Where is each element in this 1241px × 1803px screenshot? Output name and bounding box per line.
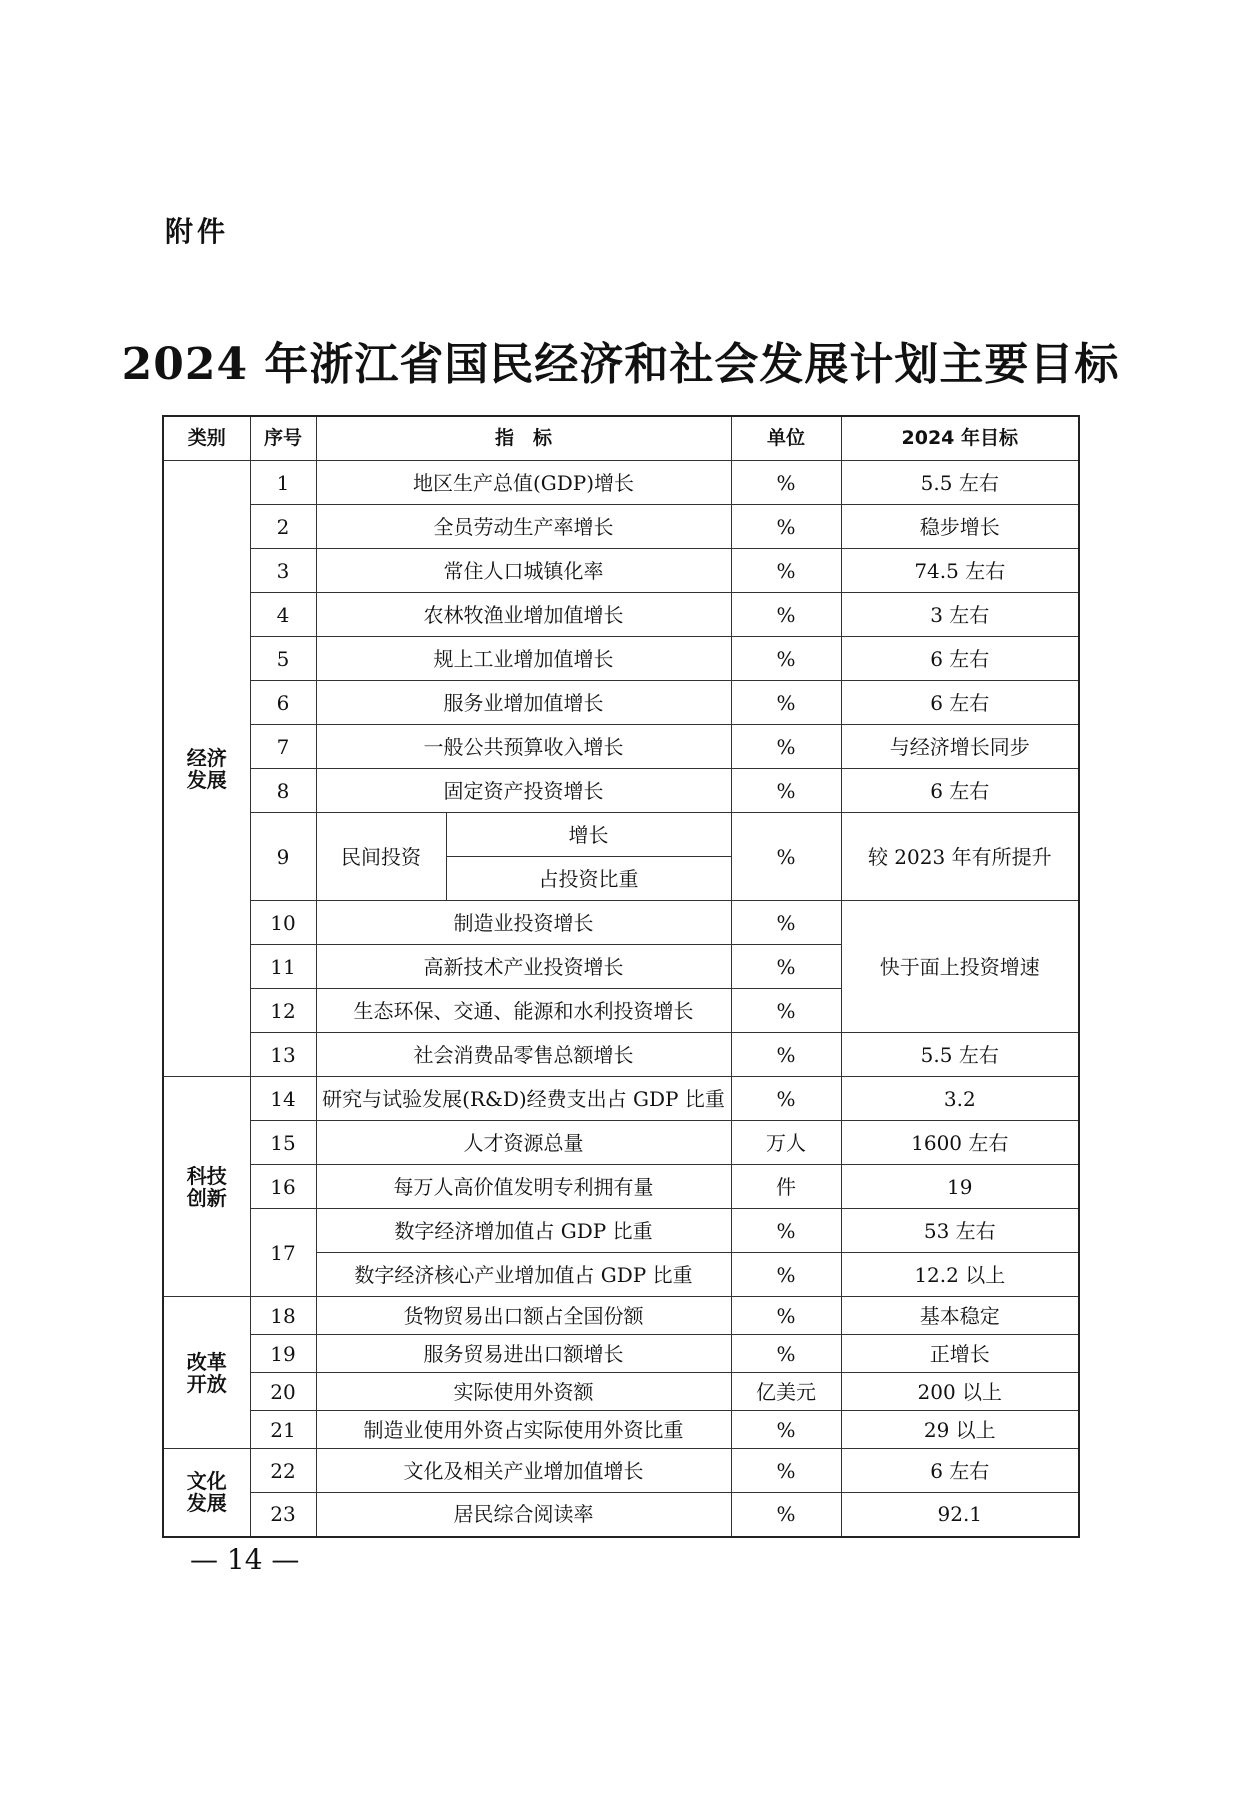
row-unit: 件 [731,1165,841,1209]
row-target: 6 左右 [841,637,1079,681]
table-row [163,1493,1079,1537]
table-row [163,1121,1079,1165]
row-indicator: 常住人口城镇化率 [316,549,731,593]
table-row [163,1411,1079,1449]
row-no: 15 [250,1121,316,1165]
row-indicator: 货物贸易出口额占全国份额 [316,1297,731,1335]
table-row [163,681,1079,725]
row-indicator: 服务贸易进出口额增长 [316,1335,731,1373]
row-target: 1600 左右 [841,1121,1079,1165]
row-indicator: 制造业投资增长 [316,901,731,945]
row-unit: 万人 [731,1121,841,1165]
attachment-label: 附件 [165,215,230,248]
row-indicator: 文化及相关产业增加值增长 [316,1449,731,1493]
row-target: 5.5 左右 [841,461,1079,505]
row-unit: % [731,725,841,769]
table-row [163,1165,1079,1209]
category-culture: 文化发展 [163,1449,250,1537]
table-row [163,1077,1079,1121]
row-unit: % [731,505,841,549]
row-unit: % [731,637,841,681]
row-indicator: 实际使用外资额 [316,1373,731,1411]
row-no: 20 [250,1373,316,1411]
category-reform: 改革开放 [163,1297,250,1449]
table-row [163,1449,1079,1493]
row-target: 29 以上 [841,1411,1079,1449]
row-unit: % [731,1033,841,1077]
row-no: 21 [250,1411,316,1449]
table-row [163,549,1079,593]
row-no: 5 [250,637,316,681]
row-target: 3 左右 [841,593,1079,637]
row-target: 12.2 以上 [841,1253,1079,1297]
row-unit: 亿美元 [731,1373,841,1411]
row-no: 14 [250,1077,316,1121]
row-no: 17 [250,1209,316,1297]
row-target: 稳步增长 [841,505,1079,549]
row-unit: % [731,769,841,813]
header-unit: 单位 [731,416,841,461]
category-economy: 经济发展 [163,461,250,1077]
row-indicator: 人才资源总量 [316,1121,731,1165]
table-row [163,1209,1079,1253]
row-no: 3 [250,549,316,593]
row-unit: % [731,813,841,901]
row-unit: % [731,989,841,1033]
row-target: 快于面上投资增速 [841,901,1079,1033]
row-unit: % [731,1209,841,1253]
row-unit: % [731,945,841,989]
table-row [163,461,1079,505]
row-unit: % [731,549,841,593]
row-unit: % [731,1449,841,1493]
row-target: 53 左右 [841,1209,1079,1253]
row-no: 6 [250,681,316,725]
row-indicator: 民间投资 [316,813,446,901]
row-target: 与经济增长同步 [841,725,1079,769]
row-target: 6 左右 [841,1449,1079,1493]
row-target: 基本稳定 [841,1297,1079,1335]
header-target: 2024 年目标 [841,416,1079,461]
table-row [163,901,1079,945]
row-unit: % [731,1335,841,1373]
page-number: — 14 — [190,1543,300,1576]
header-no: 序号 [250,416,316,461]
row-no: 7 [250,725,316,769]
row-unit: % [731,1411,841,1449]
header-category: 类别 [163,416,250,461]
row-no: 2 [250,505,316,549]
row-indicator: 一般公共预算收入增长 [316,725,731,769]
table-row [163,1297,1079,1335]
row-indicator: 服务业增加值增长 [316,681,731,725]
row-target: 正增长 [841,1335,1079,1373]
row-no: 4 [250,593,316,637]
row-indicator: 生态环保、交通、能源和水利投资增长 [316,989,731,1033]
row-target: 200 以上 [841,1373,1079,1411]
row-no: 13 [250,1033,316,1077]
row-indicator: 农林牧渔业增加值增长 [316,593,731,637]
targets-table [162,415,1080,1538]
category-tech: 科技创新 [163,1077,250,1297]
row-indicator: 规上工业增加值增长 [316,637,731,681]
row-no: 9 [250,813,316,901]
row-indicator: 居民综合阅读率 [316,1493,731,1537]
table-row [163,505,1079,549]
row-unit: % [731,593,841,637]
table-row [163,1373,1079,1411]
row-sub-indicator: 增长 [446,813,731,857]
row-indicator: 社会消费品零售总额增长 [316,1033,731,1077]
row-indicator: 研究与试验发展(R&D)经费支出占 GDP 比重 [316,1077,731,1121]
row-no: 16 [250,1165,316,1209]
row-target: 19 [841,1165,1079,1209]
row-target: 6 左右 [841,769,1079,813]
row-indicator: 高新技术产业投资增长 [316,945,731,989]
row-no: 19 [250,1335,316,1373]
row-unit: % [731,1253,841,1297]
header-indicator: 指 标 [316,416,731,461]
row-unit: % [731,901,841,945]
table-row [163,769,1079,813]
table-row [163,725,1079,769]
row-target: 92.1 [841,1493,1079,1537]
row-unit: % [731,1297,841,1335]
row-no: 12 [250,989,316,1033]
row-unit: % [731,1077,841,1121]
row-indicator: 全员劳动生产率增长 [316,505,731,549]
row-no: 18 [250,1297,316,1335]
row-target: 5.5 左右 [841,1033,1079,1077]
row-indicator: 数字经济核心产业增加值占 GDP 比重 [316,1253,731,1297]
row-indicator: 每万人高价值发明专利拥有量 [316,1165,731,1209]
row-indicator: 数字经济增加值占 GDP 比重 [316,1209,731,1253]
table-row [163,637,1079,681]
row-target: 6 左右 [841,681,1079,725]
row-target: 3.2 [841,1077,1079,1121]
table-row [163,1335,1079,1373]
document-title: 2024 年浙江省国民经济和社会发展计划主要目标 [121,339,1120,390]
row-target: 74.5 左右 [841,549,1079,593]
row-no: 10 [250,901,316,945]
row-indicator: 地区生产总值(GDP)增长 [316,461,731,505]
row-unit: % [731,681,841,725]
row-unit: % [731,1493,841,1537]
table-header-row [163,416,1079,461]
row-no: 22 [250,1449,316,1493]
row-target: 较 2023 年有所提升 [841,813,1079,901]
table-row [163,1033,1079,1077]
row-no: 23 [250,1493,316,1537]
row-no: 8 [250,769,316,813]
row-indicator: 制造业使用外资占实际使用外资比重 [316,1411,731,1449]
row-no: 11 [250,945,316,989]
row-sub-indicator: 占投资比重 [446,857,731,901]
row-no: 1 [250,461,316,505]
table-row [163,593,1079,637]
row-indicator: 固定资产投资增长 [316,769,731,813]
row-unit: % [731,461,841,505]
table-row [163,813,1079,857]
